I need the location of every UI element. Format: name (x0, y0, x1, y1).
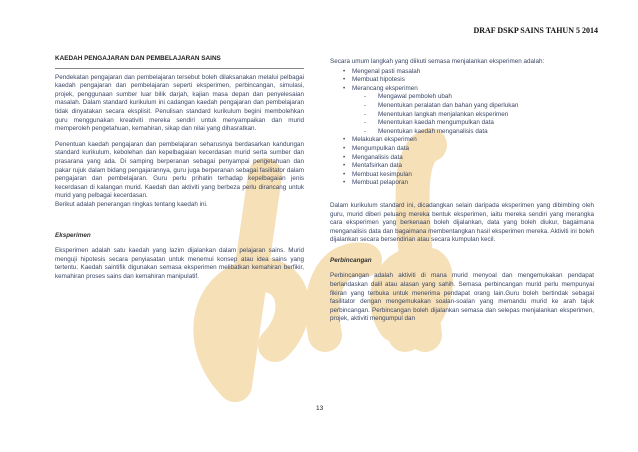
paragraph-kurikulum-standard: Dalam kurikulum standard ini, dicadangkan selain daripada eksperimen yang dibimbing oleh guru, murid diberi peluang mereka bentuk eksperimen, iaitu mereka sendiri yang merangka cara eksperimen yang berkenaan boleh dijalankan, data yang boleh diukur, bagaimana menganalisis data dan bagaimana membentangkan hasil eksperimen mereka. Aktiviti ini boleh dijalankan secara bersendirian atau secara kumpulan kecil. (330, 201, 594, 244)
steps-list (330, 68, 594, 188)
list-item: • Membuat kesimpulan (352, 171, 594, 180)
list-item: • Mengumpulkan data (352, 145, 594, 154)
document-header: DRAF DSKP SAINS TAHUN 5 2014 (473, 26, 598, 35)
sub-steps-list (352, 93, 594, 136)
left-column (55, 55, 304, 288)
paragraph-berikut: Berikut adalah penerangan ringkas tentang kaedah ini. (55, 200, 208, 208)
list-item: - Menentukan kaedah menganalisis data (378, 128, 594, 137)
right-column (330, 58, 594, 331)
list-item: • Merancang eksperimen - Mengawal pemboleh ubah - Menentukan peralatan dan bahan yang diperlukan - Menentukan langkah menjalankan eksperimen - Menentukan kaedah mengumpulkan data - Menentukan kaedah menganalisis data (352, 85, 594, 137)
list-item: - Menentukan peralatan dan bahan yang diperlukan (378, 102, 594, 111)
section-title: KAEDAH PENGAJARAN DAN PEMBELAJARAN SAINS (55, 55, 221, 62)
heading-eksperimen: Eksperimen (55, 231, 91, 239)
paragraph-perbincangan: Perbincangan adalah aktiviti di mana murid menyoal dan mengemukakan pendapat berlandaskan dalil atau alasan yang sahih. Semasa perbincangan murid perlu mempunyai fikiran yang terbuka untuk menerima pendapat orang lain.Guru boleh bertindak sebagai fasilitator dengan mengemukakan soalan-soalan yang memandu murid ke arah tajuk perbincangan. Perbincangan boleh dijalankan semasa dan selepas menjalankan eksperimen, projek, aktiviti mengumpul dan (330, 272, 594, 323)
paragraph-pendekatan: Pendekatan pengajaran dan pembelajaran tersebut boleh dilaksanakan melalui pelbagai kaedah pengajaran dan pembelajaran seperti eksperimen, perbincangan, simulasi, projek, penggunaan sumber luar bilik darjah, kajian masa depan dan penyelesaian masalah. Dalam standard kurikulum ini cadangan kaedah pengajaran dan pembelajaran tidak dinyatakan secara eksplisit. Penulisan standard kurikulum begini membolehkan guru menggunakan kreativiti mereka sendiri untuk menyampaikan dan murid memperoleh pengetahuan, kemahiran, sikap dan nilai yang dihasratkan. (55, 73, 304, 133)
list-item: • Membuat hipotesis (352, 76, 594, 85)
list-item: - Menentukan kaedah mengumpulkan data (378, 119, 594, 128)
paragraph-langkah-intro: Secara umum langkah yang diikuti semasa menjalankan eksperimen adalah: (330, 58, 545, 65)
title-divider (55, 68, 304, 69)
list-item: - Mengawal pemboleh ubah (378, 93, 594, 102)
list-item: • Mentafsirkan data (352, 162, 594, 171)
paragraph-penentuan: Penentuan kaedah pengajaran dan pembelajaran seharusnya berdasarkan kandungan standard kurikulum, kebolehan dan kepelbagaian kecerdasan murid serta sumber dan prasarana yang ada. Di samping berperanan sebagai penyampai pengetahuan dan pakar rujuk dalam bidang pengajarannya, guru juga berperanan sebagai fasilitator dalam pengajaran dan pembelajaran. Guru perlu prihatin terhadap kepelbagaian jenis kecerdasan di kalangan murid. Kaedah dan aktiviti yang berbeza perlu dirancang untuk murid yang pelbagai kecerdasan. (55, 140, 304, 200)
paragraph-eksperimen: Eksperimen adalah satu kaedah yang lazim dijalankan dalam pelajaran sains. Murid menguji hipotesis secara penyiasatan untuk menemui konsep atau idea sains yang tertentu. Kaedah saintifik digunakan semasa eksperimen melibatkan kemahiran berfikir, kemahiran proses sains dan kemahiran manipulatif. (55, 247, 304, 280)
page-number: 13 (316, 405, 324, 412)
heading-perbincangan: Perbincangan (330, 256, 372, 264)
list-item: • Menganalisis data (352, 154, 594, 163)
list-item: • Membuat pelaporan (352, 179, 594, 188)
list-item: • Mengenal pasti masalah (352, 68, 594, 77)
list-item: - Menentukan langkah menjalankan eksperimen (378, 111, 594, 120)
list-item: • Melakukan eksperimen (352, 136, 594, 145)
